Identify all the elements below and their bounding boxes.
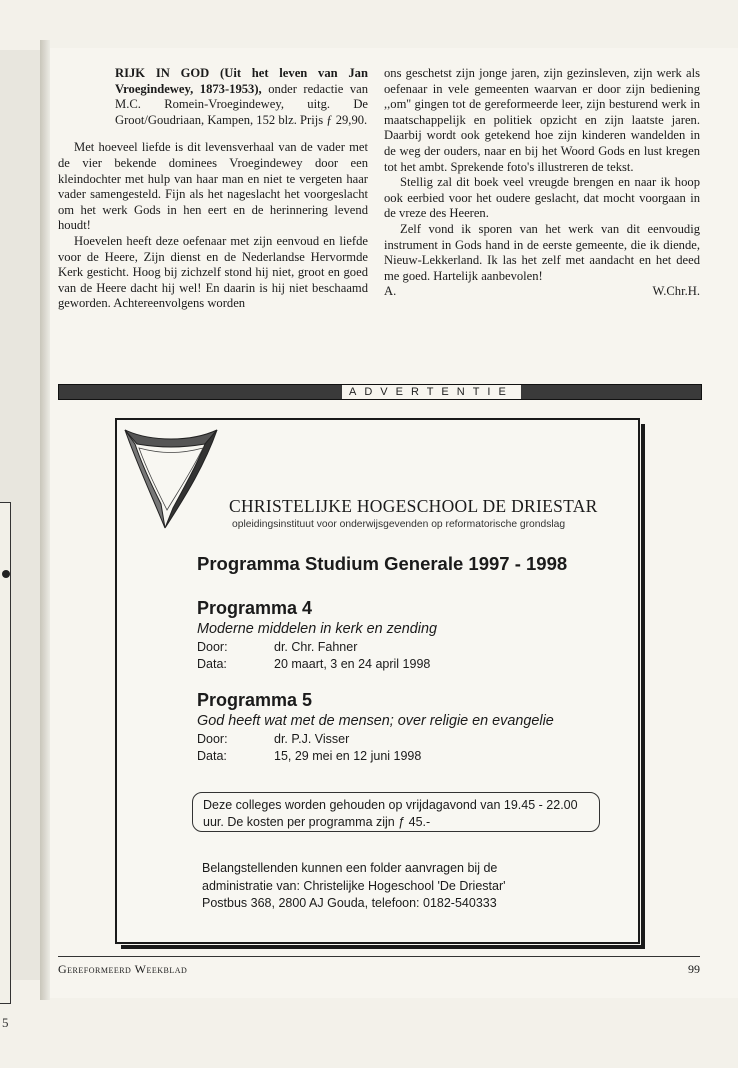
program-title: Programma 4 [197, 598, 313, 618]
binding-gutter [40, 40, 50, 1000]
book-title: RIJK IN GOD (Uit het leven van Jan Vroegindewey, 1873-1953), [115, 66, 368, 96]
schedule-notice: Deze colleges worden gehouden op vrijdagavond van 19.45 - 22.00 uur. De kosten per programma zijn ƒ 45.- [192, 792, 600, 832]
dates-label: Data: [197, 749, 227, 763]
signature-line [384, 284, 700, 300]
program-dates-row [197, 656, 627, 673]
article-paragraph: Stellig zal dit boek veel vreugde brengen en naar ik hoop ook eerbied voor het oudere geslacht, dat mocht voorgaan in de vreze des Heeren. [384, 175, 700, 221]
school-subtitle: opleidingsinstituut voor onderwijsgevenden op reformatorische grondslag [232, 519, 566, 530]
program-speaker-row [197, 731, 627, 748]
book-details: onder redactie van M.C. Romein-Vroegindewey, uitg. De Groot/Goudriaan, Kampen, 152 blz. Prijs ƒ 29,90. [115, 81, 368, 127]
page-number: 99 [688, 962, 700, 976]
program-dates-row [197, 748, 627, 765]
advertisement-box [115, 418, 640, 944]
footer-rule [58, 956, 700, 957]
signature-author: W.Chr.H. [652, 284, 700, 299]
article-paragraph: Hoevelen heeft deze oefenaar met zijn eenvoud en liefde voor de Heere, Zijn dienst en de Nederlandse Hervormde Kerk gesticht. Hoog bij zichzelf stond hij niet, groot en goed van de Heere dacht hij wel! En daarin is hij niet beschaamd geworden. Achtereenvolgens worden [58, 233, 368, 311]
publication-name: Gereformeerd Weekblad [58, 962, 188, 976]
speaker-label: Door: [197, 640, 228, 654]
dates-label: Data: [197, 657, 227, 671]
program-block [197, 690, 627, 765]
signature-initial: A. [384, 284, 397, 299]
advertentie-label: ADVERTENTIE [342, 385, 521, 399]
program-heading: Programma Studium Generale 1997 - 1998 [197, 553, 568, 574]
dates-value: 15, 29 mei en 12 juni 1998 [274, 749, 422, 763]
speaker-value: dr. Chr. Fahner [274, 640, 358, 654]
article-paragraph: Met hoeveel liefde is dit levensverhaal van de vader met de vier bekende dominees Vroegindewey door een kleindochter met hulp van haar man en niet te vergeten haar vader samengesteld. Fijn als het nageslacht het voorgeslacht om het werk Gods in hen eert en de herinnering levend houdt! [58, 140, 368, 233]
advertentie-band [58, 384, 702, 400]
program-block [197, 598, 627, 673]
contact-info [202, 860, 622, 913]
program-speaker-row [197, 639, 627, 656]
dates-value: 20 maart, 3 en 24 april 1998 [274, 657, 431, 671]
contact-line: administratie van: Christelijke Hogeschool 'De Driestar' [202, 878, 506, 893]
facing-page-number: 5 [2, 1015, 9, 1030]
program-description: Moderne middelen in kerk en zending [197, 621, 437, 637]
program-title: Programma 5 [197, 690, 313, 710]
article-column-right [384, 66, 700, 300]
school-name: CHRISTELIJKE HOGESCHOOL DE DRIESTAR [229, 496, 598, 516]
speaker-label: Door: [197, 732, 228, 746]
contact-line: Belangstellenden kunnen een folder aanvragen bij de [202, 861, 498, 875]
facing-page-edge [0, 50, 41, 1030]
book-citation [58, 66, 368, 128]
facing-page-mark [2, 570, 10, 578]
article-paragraph: ons geschetst zijn jonge jaren, zijn gezinsleven, zijn werk als oefenaar in vele gemeenten waarvan er door zijn bediening ,,om'' gingen tot de gereformeerde leer, zijn besturend werk in maatschappelijk en politiek opzicht en zijn laatste jaren. Daarbij wordt ook getekend hoe zijn kinderen wandelden in de weg der ouders, naar en bij het Woord Gods en lust kregen tot het ambt. Sprekende foto's illustreren de tekst. [384, 66, 700, 174]
driestar-logo-icon [121, 424, 221, 534]
speaker-value: dr. P.J. Visser [274, 732, 350, 746]
article-column-left [58, 66, 368, 312]
program-description: God heeft wat met de mensen; over religie en evangelie [197, 713, 554, 729]
contact-line: Postbus 368, 2800 AJ Gouda, telefoon: 0182-540333 [202, 896, 497, 910]
article-paragraph: Zelf vond ik sporen van het werk van dit eenvoudig instrument in Gods hand in de eerste gemeente, die ik diende, Nieuw-Lekkerland. Ik las het zelf met aandacht en het deed me goed. Hartelijk aanbevolen! [384, 221, 700, 283]
